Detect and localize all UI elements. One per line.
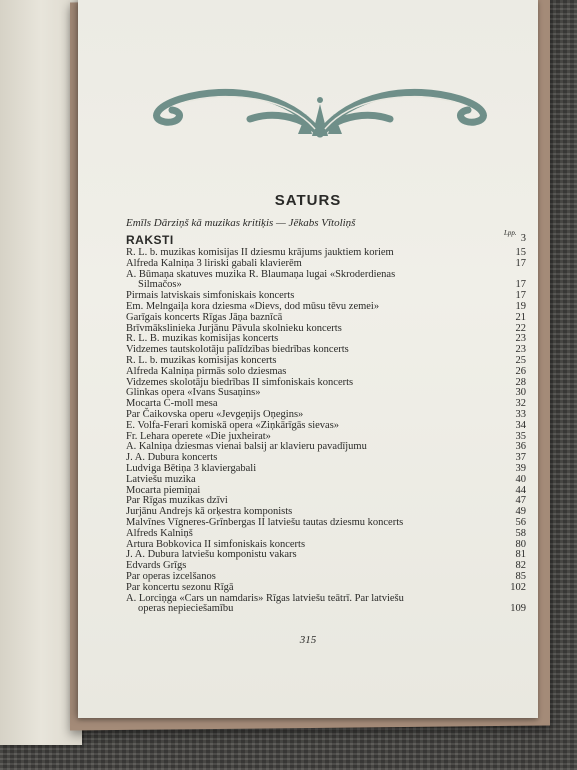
toc-entry-line bbox=[126, 269, 486, 280]
toc-entry-line bbox=[126, 441, 486, 452]
toc-entry-line bbox=[138, 279, 498, 290]
toc-entry-line bbox=[126, 517, 486, 528]
toc-entry-title: Fr. Lehara operete «Die juxheirat» bbox=[126, 430, 271, 442]
toc-entry-title: A. Lorciņga «Cars un namdaris» Rīgas latviešu teātrī. Par latviešu bbox=[126, 592, 404, 604]
toc-entry-page: 40 bbox=[515, 473, 526, 485]
toc-entry-page: 35 bbox=[515, 430, 526, 442]
toc-entry-title: Latviešu muzika bbox=[126, 473, 196, 485]
toc-entry-line bbox=[126, 582, 486, 593]
toc-entry-line bbox=[126, 258, 486, 269]
toc-entry-page: 23 bbox=[515, 344, 526, 356]
toc-entry-line bbox=[126, 495, 486, 506]
toc-entry-title: Mocarta piemiņai bbox=[126, 484, 201, 496]
toc-entry-line bbox=[126, 387, 486, 398]
toc-entry-line bbox=[126, 301, 486, 312]
toc-entry-line bbox=[138, 603, 498, 614]
toc-entry-line bbox=[126, 528, 486, 539]
toc-entry-line bbox=[126, 452, 486, 463]
toc-entry-page: 34 bbox=[515, 419, 526, 431]
toc-entry-line bbox=[126, 290, 486, 301]
toc-entry-page: 44 bbox=[515, 484, 526, 496]
toc-entry-title: Glinkas opera «Ivans Susaņins» bbox=[126, 387, 261, 399]
toc-entry-line bbox=[126, 312, 486, 323]
toc-entry-title: Jurjānu Andrejs kā orķestra komponists bbox=[126, 506, 293, 518]
intro-title: Emīls Dārziņš kā muzikas kritiķis — Jēkabs Vītoliņš bbox=[126, 217, 356, 229]
toc-entry-title: Malvīnes Vīgneres-Grīnbergas II latviešu tautas dziesmu koncerts bbox=[126, 517, 404, 528]
toc-entry-title: Edvards Grīgs bbox=[126, 560, 187, 572]
contents-heading: SATURS bbox=[274, 192, 342, 209]
toc-entry-title: E. Volfa-Ferari komiskā opera «Ziņkārīgās sievas» bbox=[126, 419, 340, 431]
toc-entry-page: 21 bbox=[515, 311, 526, 323]
toc-entry-page: 81 bbox=[515, 549, 526, 561]
toc-entry-line bbox=[126, 463, 486, 474]
toc-entry-title: Par Čaikovska operu «Jevgeņijs Oņegins» bbox=[126, 409, 304, 420]
toc-entry-title: Alfreda Kalniņa pirmās solo dziesmas bbox=[126, 365, 287, 377]
toc-entry-page: 56 bbox=[515, 517, 526, 528]
toc-entry-page: 49 bbox=[515, 506, 526, 518]
toc-entry-title: Artura Bobkovica II simfoniskais koncerts bbox=[126, 538, 306, 550]
toc-entry-line bbox=[126, 409, 486, 420]
toc-entry-title: A. Kalniņa dziesmas vienai balsij ar klavieru pavadījumu bbox=[126, 441, 367, 453]
toc-entry-title: A. Būmaņa skatuves muzika R. Blaumaņa lugai «Skroderdienas bbox=[126, 268, 396, 280]
toc-entry-page: 32 bbox=[515, 398, 526, 410]
toc-entry-line bbox=[126, 549, 486, 560]
toc-entry-page: 80 bbox=[515, 538, 526, 550]
toc-entry-line bbox=[126, 506, 486, 517]
toc-entry-title: J. A. Dubura koncerts bbox=[126, 452, 218, 464]
ornament-icon bbox=[120, 74, 520, 144]
toc-entry-title: R. L. b. muzikas komisijas koncerts bbox=[126, 355, 277, 366]
toc-entry-title: Em. Melngaiļa kora dziesma «Dievs, dod mūsu tēvu zemei» bbox=[126, 301, 380, 312]
toc-entry-page: 39 bbox=[515, 463, 526, 474]
toc-entry-page: 37 bbox=[515, 452, 526, 464]
toc-entry-title: Par Rīgas muzikas dzīvi bbox=[126, 495, 228, 507]
toc-entry-page: 23 bbox=[515, 333, 526, 345]
toc-entry-page: 28 bbox=[515, 376, 526, 388]
toc-entry-line bbox=[126, 593, 486, 604]
toc-entry-line bbox=[126, 485, 486, 496]
toc-entry-line bbox=[126, 474, 486, 485]
toc-entry-page: 17 bbox=[515, 257, 526, 269]
page-number: 315 bbox=[299, 634, 317, 646]
toc-entry-title: Alfreda Kalniņa 3 liriski gabali klavierēm bbox=[126, 257, 302, 269]
toc-entry-page: 26 bbox=[515, 365, 526, 377]
toc-entry-page: 102 bbox=[510, 581, 526, 593]
toc-entry-title: Par koncertu sezonu Rīgā bbox=[126, 581, 234, 593]
toc-entry-line bbox=[126, 377, 486, 388]
toc-entry-page: 33 bbox=[515, 409, 526, 420]
toc-entry-title: Mocarta C-moll mesa bbox=[126, 398, 218, 410]
toc-entry-page: 22 bbox=[515, 322, 526, 334]
intro-page: 3 bbox=[520, 233, 526, 244]
toc-entry-page: 85 bbox=[515, 571, 526, 582]
toc-entry-page: 82 bbox=[515, 560, 526, 572]
toc-entry-line bbox=[126, 560, 486, 571]
intro-entry bbox=[126, 218, 496, 229]
toc-entry-title: Ludviga Bētiņa 3 klaviergabali bbox=[126, 463, 257, 474]
toc-entry-title: R. L. b. muzikas komisijas II dziesmu krājums jauktiem koriem bbox=[126, 247, 394, 258]
book-page bbox=[78, 0, 538, 718]
toc-entry-line bbox=[126, 323, 486, 334]
toc-entry-page: 25 bbox=[515, 355, 526, 366]
toc-entry-line bbox=[126, 344, 486, 355]
toc-entry-title: Par operas izcelšanos bbox=[126, 571, 216, 582]
toc-entry-page: 109 bbox=[510, 603, 526, 615]
toc-entry-title: R. L. B. muzikas komisijas koncerts bbox=[126, 333, 279, 345]
toc-entry-page: 17 bbox=[515, 290, 526, 302]
toc-entry-line bbox=[126, 333, 486, 344]
toc-entry-page: 19 bbox=[515, 301, 526, 312]
toc-entry-line bbox=[126, 366, 486, 377]
toc-entry-title: Brīvmākslinieka Jurjānu Pāvula skolnieku koncerts bbox=[126, 322, 342, 334]
toc-entry-line bbox=[126, 247, 486, 258]
toc-entry-line bbox=[126, 539, 486, 550]
toc-entry-page: 30 bbox=[515, 387, 526, 399]
toc-entry-title: operas nepieciešamību bbox=[138, 603, 234, 615]
toc-entry-page: 17 bbox=[515, 279, 526, 291]
toc-entry-line bbox=[126, 355, 486, 366]
toc-entry-line bbox=[126, 431, 486, 442]
toc-entry-title: Silmačos» bbox=[138, 279, 182, 291]
toc-entry-line bbox=[126, 398, 486, 409]
toc-entry-title: Alfreds Kalniņš bbox=[126, 527, 193, 539]
toc-entry-line bbox=[126, 420, 486, 431]
toc-entry-page: 58 bbox=[515, 527, 526, 539]
toc-entry-title: Pirmais latviskais simfoniskais koncerts bbox=[126, 290, 295, 302]
page-column-label: Lpp. bbox=[504, 229, 517, 237]
toc-entry-page: 47 bbox=[515, 495, 526, 507]
toc-entry-title: J. A. Dubura latviešu komponistu vakars bbox=[126, 549, 297, 561]
toc-entry-page: 36 bbox=[515, 441, 526, 453]
toc-entry-title: Vidzemes tautskolotāju palīdzības biedrības koncerts bbox=[126, 344, 349, 356]
toc-entry-line bbox=[126, 571, 486, 582]
toc-entry-title: Garīgais koncerts Rīgas Jāņa baznīcā bbox=[126, 311, 283, 323]
toc-entry-page: 15 bbox=[515, 247, 526, 258]
toc-entry-title: Vidzemes skolotāju biedrības II simfoniskais koncerts bbox=[126, 376, 354, 388]
section-label: RAKSTI bbox=[126, 233, 174, 247]
